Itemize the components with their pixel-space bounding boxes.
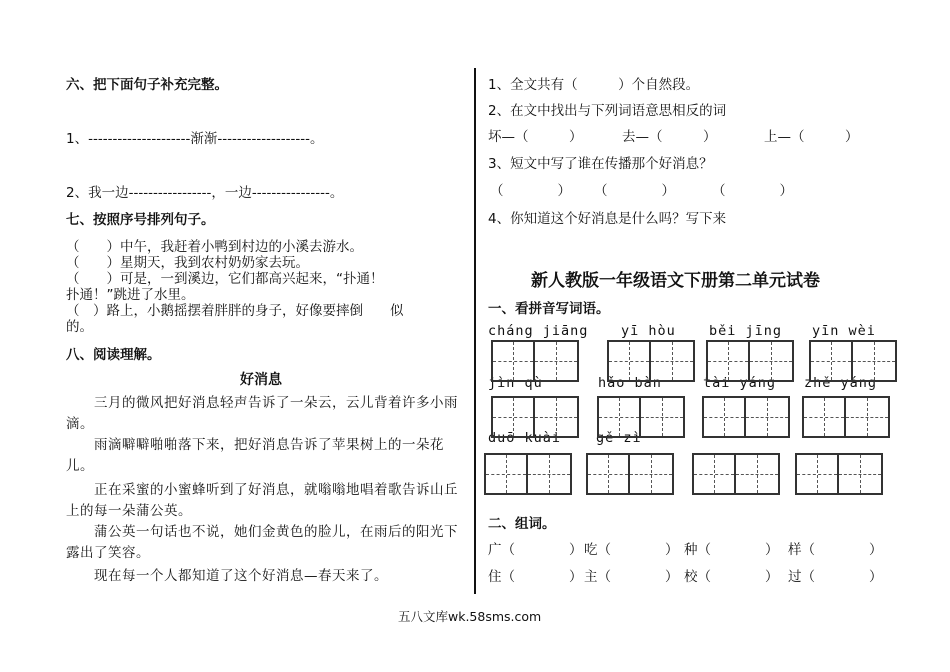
antonym-pair: 去—（ ） <box>622 129 717 145</box>
word-group-item: 广（ ） <box>488 542 583 558</box>
answer-blank: （ ） <box>490 183 571 199</box>
writing-grid[interactable] <box>491 340 579 382</box>
pinyin-label: duō kuài <box>488 430 562 446</box>
section-6-title: 六、把下面句子补充完整。 <box>66 77 228 93</box>
writing-grid[interactable] <box>706 340 794 382</box>
word-group-item: 主（ ） <box>584 569 679 585</box>
writing-grid[interactable] <box>809 340 897 382</box>
pinyin-label: gě zì <box>596 430 642 446</box>
pinyin-label: jìn qù <box>488 375 543 391</box>
section-1-title: 一、看拼音写词语。 <box>488 301 610 317</box>
pinyin-label: yīn wèi <box>812 323 876 339</box>
writing-grid[interactable] <box>586 453 674 495</box>
writing-grid[interactable] <box>597 396 685 438</box>
word-group-item: 吃（ ） <box>584 542 679 558</box>
reading-question-3: 3、短文中写了谁在传播那个好消息？ <box>488 156 713 172</box>
story-paragraph: 正在采蜜的小蜜蜂听到了好消息，就嗡嗡地唱着歌告诉山丘上的每一朵蒲公英。 <box>66 482 458 519</box>
column-divider <box>474 68 476 594</box>
antonym-pair: 上—（ ） <box>764 129 859 145</box>
writing-grid[interactable] <box>702 396 790 438</box>
reading-question-4: 4、你知道这个好消息是什么吗？写下来 <box>488 211 727 227</box>
word-group-item: 校（ ） <box>684 569 779 585</box>
writing-grid[interactable] <box>607 340 695 382</box>
pinyin-label: zhě yáng <box>804 375 878 391</box>
writing-grid[interactable] <box>795 453 883 495</box>
writing-grid[interactable] <box>802 396 890 438</box>
sentence-item: （ ）中午，我赶着小鸭到村边的小溪去游水。 <box>66 239 363 255</box>
section-6-question-2: 2、我一边-----------------，一边----------------。 <box>66 185 344 201</box>
story-paragraph: 现在每一个人都知道了这个好消息—春天来了。 <box>94 568 388 584</box>
pinyin-label: tài yáng <box>703 375 777 391</box>
pinyin-label: cháng jiāng <box>488 323 589 339</box>
section-2-title: 二、组词。 <box>488 516 556 532</box>
writing-grid[interactable] <box>491 396 579 438</box>
word-group-item: 种（ ） <box>684 542 779 558</box>
section-8-title: 八、阅读理解。 <box>66 347 161 363</box>
word-group-item: 样（ ） <box>788 542 883 558</box>
section-6-question-1: 1、---------------------渐渐-------------------。 <box>66 131 324 147</box>
sentence-item: （ ）星期天，我到农村奶奶家去玩。 <box>66 255 309 271</box>
reading-question-2: 2、在文中找出与下列词语意思相反的词 <box>488 103 727 119</box>
story-paragraph: 蒲公英一句话也不说，她们金黄色的脸儿，在雨后的阳光下露出了笑容。 <box>66 524 458 561</box>
pinyin-label: yī hòu <box>621 323 676 339</box>
sentence-item: 的。 <box>66 319 93 335</box>
answer-blank: （ ） <box>594 183 675 199</box>
reading-question-1: 1、全文共有（ ）个自然段。 <box>488 77 700 93</box>
antonym-pair: 坏—（ ） <box>488 129 583 145</box>
sentence-item: 扑通！”跳进了水里。 <box>66 287 195 303</box>
sentence-item: （ ）可是，一到溪边，它们都高兴起来，“扑通！ <box>66 271 384 287</box>
footer-watermark: 五八文库wk.58sms.com <box>398 609 542 624</box>
sentence-item: （ ）路上，小鹅摇摆着胖胖的身子，好像要摔倒 似 <box>66 303 404 319</box>
story-paragraph: 三月的微风把好消息轻声告诉了一朵云，云儿背着许多小雨滴。 <box>66 395 458 432</box>
story-title: 好消息 <box>240 372 282 388</box>
writing-grid[interactable] <box>484 453 572 495</box>
word-group-item: 住（ ） <box>488 569 583 585</box>
answer-blank: （ ） <box>712 183 793 199</box>
pinyin-label: hǎo bàn <box>598 375 662 391</box>
story-paragraph: 雨滴噼噼啪啪落下来，把好消息告诉了苹果树上的一朵花儿。 <box>66 437 444 474</box>
section-7-title: 七、按照序号排列句子。 <box>66 212 215 228</box>
writing-grid[interactable] <box>692 453 780 495</box>
word-group-item: 过（ ） <box>788 569 883 585</box>
pinyin-label: běi jīng <box>709 323 783 339</box>
exam-title: 新人教版一年级语文下册第二单元试卷 <box>531 271 820 291</box>
